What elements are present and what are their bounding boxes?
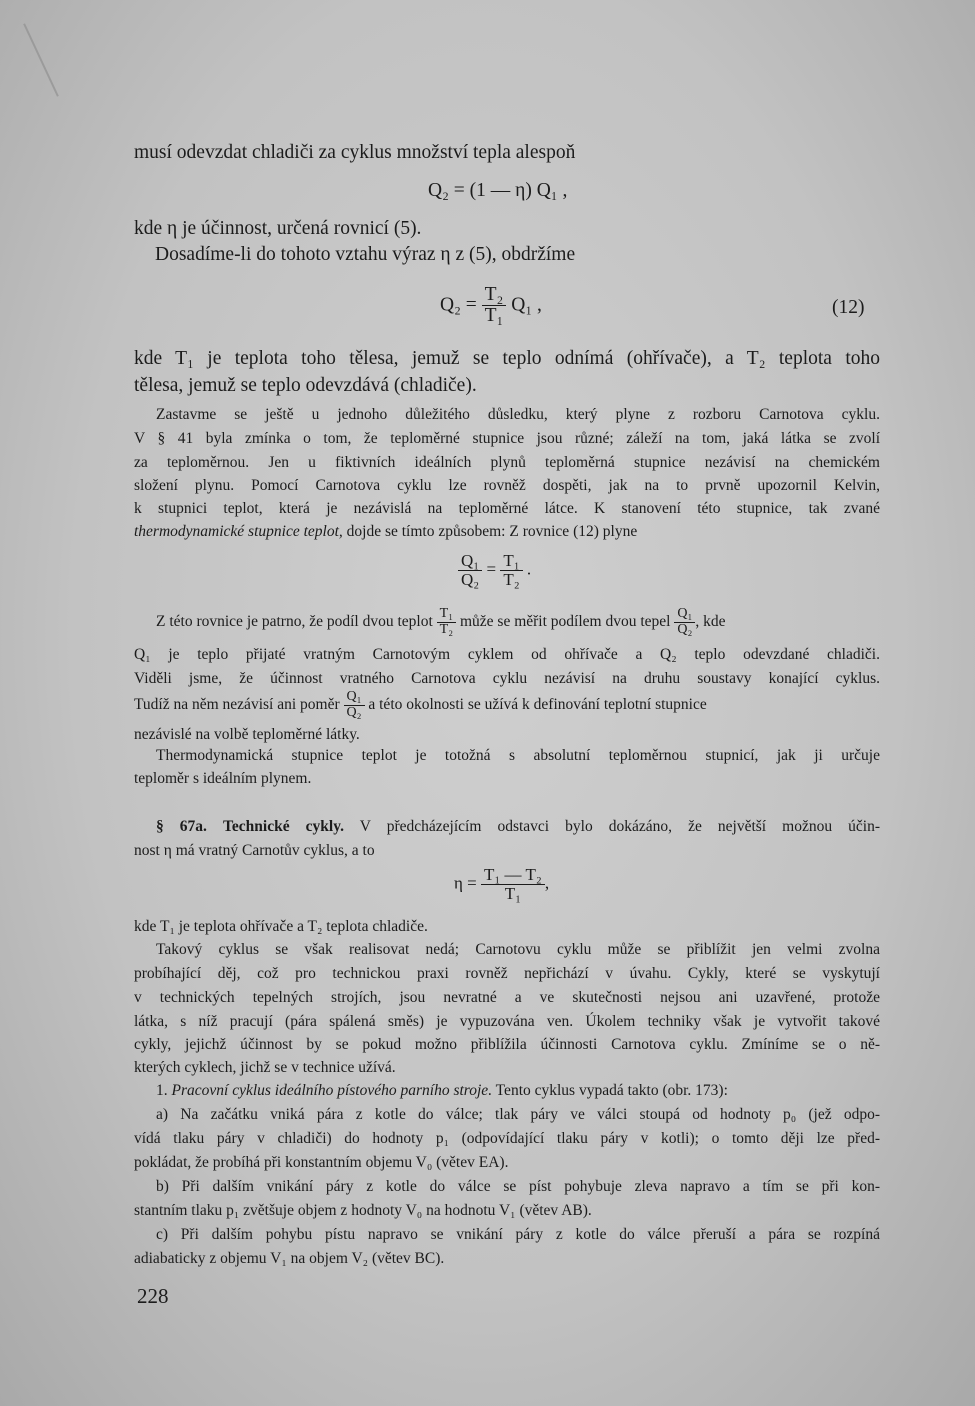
equation-q2: Q₂ = (1 — η) Q₁ , xyxy=(428,180,568,201)
text-line: Zastavme se ještě u jednoho důležitého důsledku, který plyne z rozboru Carnotova cyklu. xyxy=(156,406,880,423)
text-line: kterých cyklech, jichž se v technice užívá. xyxy=(134,1059,396,1076)
text-line: b) Při dalším vnikání páry z kotle do válce se píst pohybuje zleva napravo a tím se při kon- xyxy=(156,1178,880,1195)
text-line: cykly, jejichž účinnost by se pokud možno přiblížila účinnosti Carnotova cyklu. Zmíníme se o ně- xyxy=(134,1036,880,1053)
text-line: látka, s níž pracují (pára spálená směs) je vypuzována ven. Úkolem techniky však je vytvořit takové xyxy=(134,1013,880,1030)
text-line: Q₁ je teplo přijaté vratným Carnotovým cyklem od ohřívače a Q₂ teplo odevzdané chladiči. xyxy=(134,646,880,663)
section-heading-line: § 67a. Technické cykly. V předcházejícím odstavci bylo dokázáno, že největší možnou účin- xyxy=(156,818,881,835)
text-line: kde η je účinnost, určená rovnicí (5). xyxy=(134,218,422,239)
text-line: Dosadíme-li do tohoto vztahu výraz η z (5), obdržíme xyxy=(155,244,576,265)
text-line: složení plynu. Pomocí Carnotova cyklu lze rovněž dospěti, jak na to prvně upozornil Kelvin, xyxy=(134,477,880,494)
text-line: nezávislé na volbě teploměrné látky. xyxy=(134,726,360,743)
text-line: tělesa, jemuž se teplo odevzdává (chladiče). xyxy=(134,375,477,396)
text-line: nost η má vratný Carnotův cyklus, a to xyxy=(134,842,375,859)
fraction-t2-t1: $\frac{\text{T₂}}{\text{T₁}}$ xyxy=(482,285,507,327)
text-line: c) Při dalším pohybu pístu napravo se vnikání páry z kotle do válce přeruší a pára se rozpíná xyxy=(156,1226,880,1243)
equation-12: Q₂ = $\frac{\text{T₂}}{\text{T₁}}$ Q₁ , xyxy=(440,284,542,327)
text-line: za teploměrnou. Jen u fiktivních ideálních plynů teploměrná stupnice nezávisí na chemickém xyxy=(134,454,880,471)
text-line: probíhající děj, což pro technickou praxi rovněž nepřichází v úvahu. Cykly, které se vyskytují xyxy=(134,965,880,982)
text-line: thermodynamické stupnice teplot, dojde se tímto způsobem: Z rovnice (12) plyne xyxy=(134,523,638,540)
text-line: teploměr s ideálním plynem. xyxy=(134,770,312,787)
text-line: a) Na začátku vniká pára z kotle do válce; tlak páry ve válci stoupá od hodnoty p₀ (jež odpo- xyxy=(156,1106,880,1123)
text-line: Viděli jsme, že účinnost vratného Carnotova cyklu nezávisí na druhu soustavy konající cyklus. xyxy=(134,670,880,687)
equation-ratio: $\frac{\text{Q₁}}{\text{Q₂}}$ = $\frac{\text{T₁}}{\text{T₂}}$ . xyxy=(458,552,531,589)
page-number: 228 xyxy=(137,1284,169,1308)
text-line: V § 41 byla zmínka o tom, že teploměrné stupnice jsou různé; záleží na tom, jaká látka se zvolí xyxy=(134,430,880,447)
text-line: kde T₁ je teplota ohřívače a T₂ teplota chladiče. xyxy=(134,918,428,935)
text-line: stantním tlaku p₁ zvětšuje objem z hodnoty V₀ na hodnotu V₁ (větev AB). xyxy=(134,1202,592,1219)
text-line: Z této rovnice je patrno, že podíl dvou teplot $\frac{\text{T₁}}{\text{T₂}}$ může se měřit podílem dvou tepel $\frac{\text{Q₁}}{\text{Q₂}}$ , kde xyxy=(156,606,726,637)
text-line: Tudíž na něm nezávisí ani poměr $\frac{\text{Q₁}}{\text{Q₂}}$ a této okolnosti se užívá k definování teplotní stupnice xyxy=(134,689,707,720)
text-line: v technických tepelných strojích, jsou nevratné a ve skutečnosti nejsou ani uzavřené, protože xyxy=(134,989,880,1006)
text-line: vídá tlaku páry v chladiči) do hodnoty p₁ (odpovídající tlaku páry v kotli); o tomto ději lze před- xyxy=(134,1130,880,1147)
text-line: pokládat, že probíhá při konstantním objemu V₀ (větev EA). xyxy=(134,1154,509,1171)
text-line: 1. Pracovní cyklus ideálního pístového parního stroje. Tento cyklus vypadá takto (obr. 173): xyxy=(156,1082,728,1099)
text-line: k stupnici teplot, která je nezávislá na teploměrné látce. K stanovení této stupnice, tak zvané xyxy=(134,500,880,517)
equation-label: (12) xyxy=(832,297,865,318)
text-line: kde T₁ je teplota toho tělesa, jemuž se teplo odnímá (ohřívače), a T₂ teplota toho xyxy=(134,348,880,369)
text-line: musí odevzdat chladiči za cyklus množství tepla alespoň xyxy=(134,142,576,163)
equation-efficiency: η = $\frac{\text{T₁ — T₂}}{\text{T₁}}$ , xyxy=(454,865,550,903)
text-line: Thermodynamická stupnice teplot je totožná s absolutní teploměrnou stupnicí, jak ji určuje xyxy=(156,747,880,764)
page-crease xyxy=(23,23,59,96)
text-line: adiabaticky z objemu V₁ na objem V₂ (větev BC). xyxy=(134,1250,445,1267)
text-line: Takový cyklus se však realisovat nedá; Carnotovu cyklu může se přiblížit jen velmi zvolna xyxy=(156,941,880,958)
